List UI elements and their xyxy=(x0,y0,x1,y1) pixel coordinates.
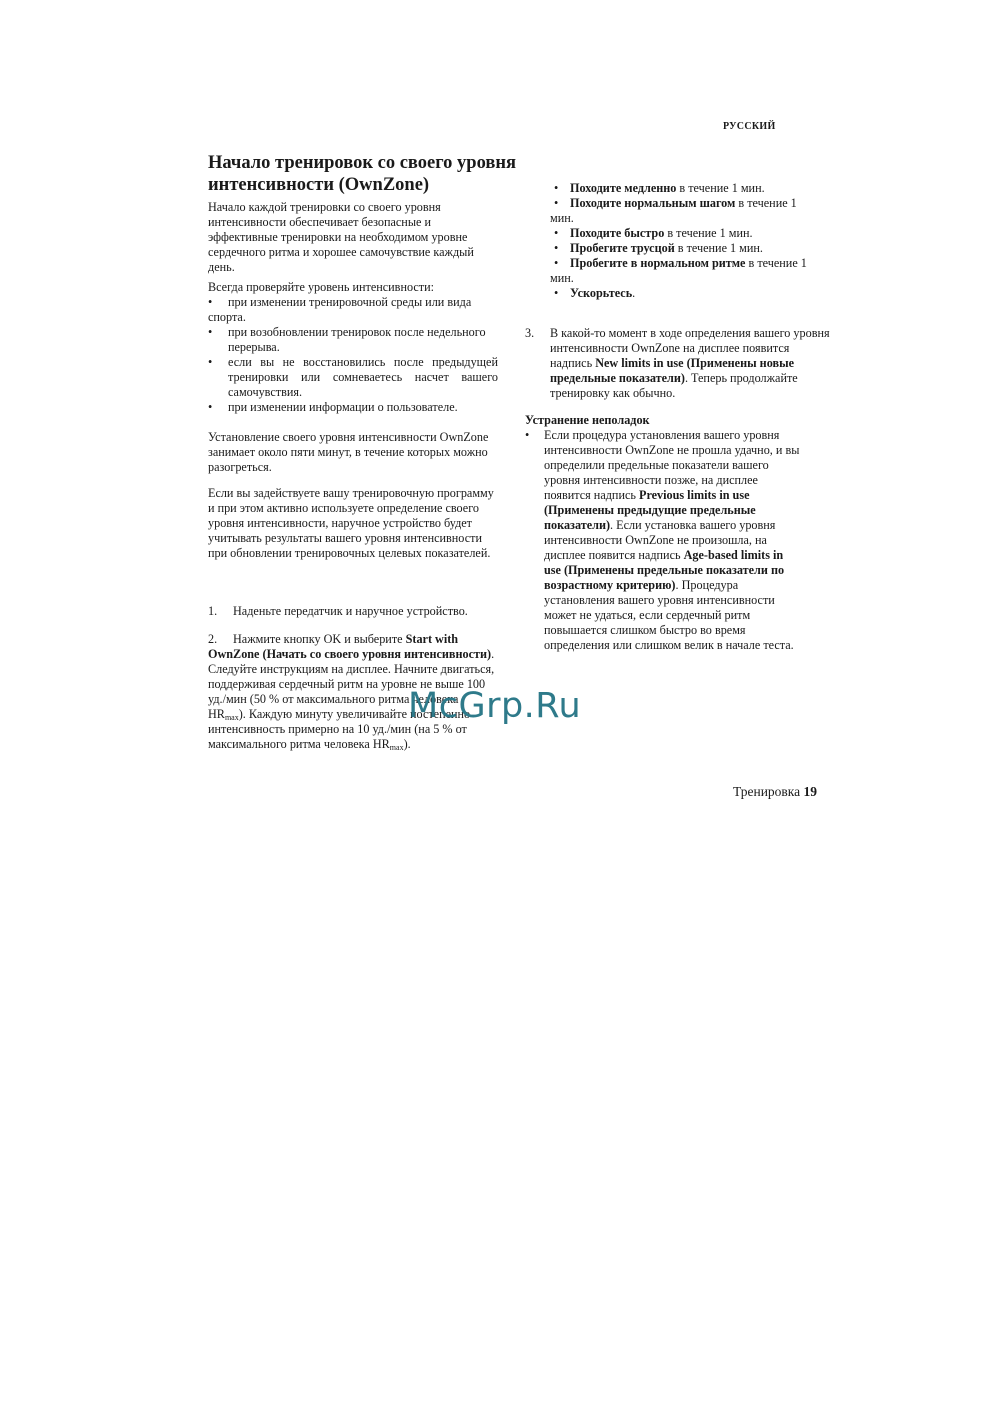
intro-paragraph: Начало каждой тренировки со своего уровня интенсивности обеспечивает безопасные и эффективные тренировки на необходимом уровне сердечного ритма и хорошее самочувствие каждый день. xyxy=(208,200,474,274)
menu-option-start-ownzone: Start with OwnZone (Начать со своего уровня интенсивности) xyxy=(208,632,492,661)
step-text: ). Каждую минуту увеличивайте постепенно интенсивность примерно на 10 уд./мин (на 5 % от максимального ритма человека HR xyxy=(208,707,471,751)
step-text: . Следуйте инструкциям на дисплее. Начните двигаться, поддерживая сердечный ритм на уровне не выше 100 уд./мин (50 % от максимального ритма человека HR xyxy=(208,647,495,721)
step-number: 1. xyxy=(208,604,218,618)
list-item xyxy=(550,226,810,241)
activity-name: Ускорьтесь xyxy=(570,286,633,300)
list-item: • при изменении тренировочной среды или вида спорта. xyxy=(208,295,498,325)
display-message-new-limits: New limits in use (Применены новые предельные показатели) xyxy=(550,356,794,385)
activity-duration: в течение 1 мин. xyxy=(664,226,753,240)
step-text: ). xyxy=(403,737,411,751)
bullet: • xyxy=(525,428,530,442)
activity-duration: в течение 1 мин. xyxy=(674,241,763,255)
list-item xyxy=(550,181,810,196)
step-3 xyxy=(525,326,830,401)
check-lead: Всегда проверяйте уровень интенсивности: xyxy=(208,280,435,294)
activity-name: Походите быстро xyxy=(570,226,665,240)
step-text: Наденьте передатчик и наручное устройство. xyxy=(233,604,468,618)
display-message-previous-limits: Previous limits in use (Применены предыдущие предельные показатели) xyxy=(544,488,756,532)
trouble-text: . Если установка вашего уровня интенсивности OwnZone не произошла, на дисплее появится надпись xyxy=(544,518,776,562)
activity-duration: в течение 1 мин. xyxy=(550,196,797,225)
troubleshooting-item xyxy=(525,428,800,653)
duration-paragraph: Установление своего уровня интенсивности OwnZone занимает около пяти минут, в течение которых можно разогреться. xyxy=(208,430,489,474)
step-number: 3. xyxy=(525,326,535,340)
check-list xyxy=(208,295,498,415)
step-text: Нажмите кнопку OK и выберите xyxy=(233,632,406,646)
activity-name: Походите медленно xyxy=(570,181,677,195)
activity-duration: в течение 1 мин. xyxy=(676,181,765,195)
list-item: • если вы не восстановились после предыдущей тренировки или сомневаетесь насчет вашего самочувствия. xyxy=(208,355,498,400)
activity-duration: . xyxy=(632,286,636,300)
list-item xyxy=(550,286,810,301)
display-message-age-based-limits: Age-based limits in use (Применены предельные показатели по возрастному критерию) xyxy=(544,548,785,592)
watermark: McGrp.Ru xyxy=(408,686,582,726)
list-item: • при возобновлении тренировок после недельного перерыва. xyxy=(208,325,498,355)
trouble-text: . Процедура установления вашего уровня интенсивности может не удаться, если сердечный ритм повышается слишком быстро во время определения или слишком велик в начале теста. xyxy=(544,578,794,652)
program-paragraph: Если вы задействуете вашу тренировочную программу и при этом активно используете определение своего уровня интенсивности, наручное устройство будет учитывать результаты вашего уровня интенсивности при обновлении тренировочных целевых показателей. xyxy=(208,486,494,560)
list-item xyxy=(550,196,810,226)
step-text: . Теперь продолжайте тренировку как обычно. xyxy=(550,371,798,400)
troubleshooting-heading: Устранение неполадок xyxy=(525,413,650,427)
step-1 xyxy=(208,604,523,619)
list-item xyxy=(550,241,810,256)
subscript: max xyxy=(389,743,404,752)
step-text: В какой-то момент в ходе определения вашего уровня интенсивности OwnZone на дисплее появится надпись xyxy=(550,326,830,370)
activity-duration: в течение 1 мин. xyxy=(550,256,807,285)
page-footer xyxy=(733,784,817,800)
page-number: 19 xyxy=(803,784,818,799)
activity-list xyxy=(550,181,810,301)
step-number: 2. xyxy=(208,632,218,646)
list-item: • при изменении информации о пользователе. xyxy=(208,400,498,415)
list-item xyxy=(550,256,810,286)
subscript: max xyxy=(224,713,239,722)
trouble-text: Если процедура установления вашего уровня интенсивности OwnZone не прошла удачно, и вы определили предельные показатели вашего уровня интенсивности позже, на дисплее появится надпись xyxy=(544,428,800,502)
activity-name: Пробегите в нормальном ритме xyxy=(570,256,746,270)
activity-name: Походите нормальным шагом xyxy=(570,196,736,210)
footer-section: Тренировка xyxy=(733,784,801,799)
activity-name: Пробегите трусцой xyxy=(570,241,675,255)
page-title: Начало тренировок со своего уровня интенсивности (OwnZone) xyxy=(208,153,517,195)
language-label: РУССКИЙ xyxy=(723,121,776,132)
